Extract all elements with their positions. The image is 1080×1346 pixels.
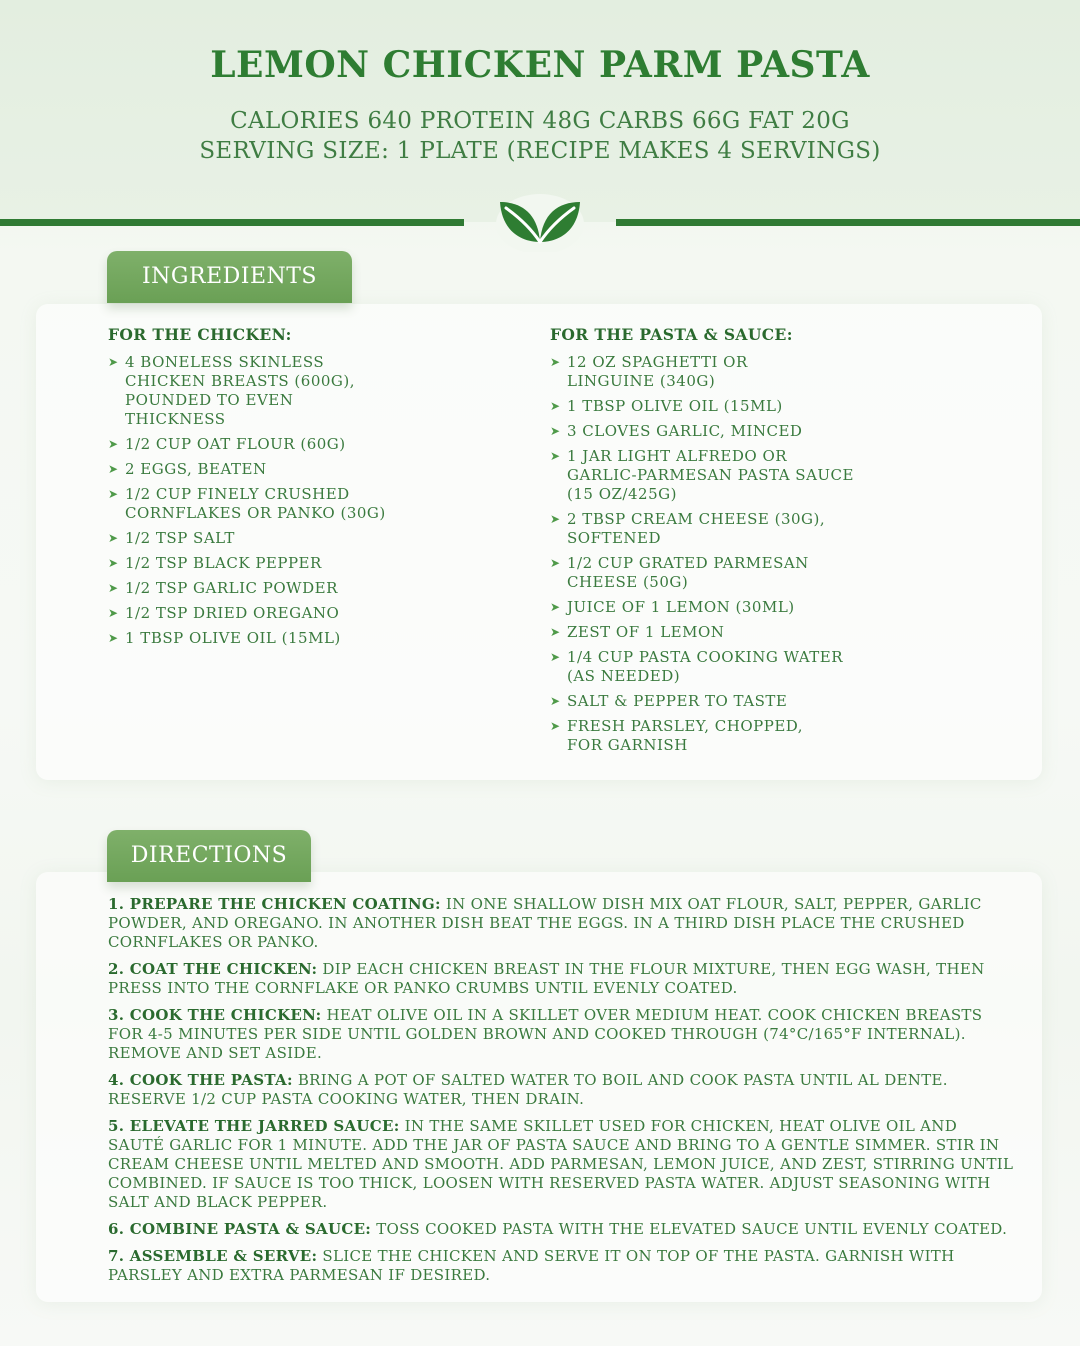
ingredient-text: 1/2 CUP OAT FLOUR (60G) bbox=[125, 435, 346, 453]
direction-step bbox=[108, 1071, 1018, 1109]
recipe-title: LEMON CHICKEN PARM PASTA bbox=[210, 44, 870, 86]
ingredient-text: 2 TBSP CREAM CHEESE (30G), SOFTENED bbox=[567, 510, 826, 547]
list-item bbox=[550, 447, 970, 504]
chicken-heading: FOR THE CHICKEN: bbox=[108, 325, 292, 344]
bullet-arrow-icon: ➤ bbox=[108, 487, 119, 501]
bullet-arrow-icon: ➤ bbox=[108, 531, 119, 545]
step-label: 1. PREPARE THE CHICKEN COATING: bbox=[108, 895, 441, 913]
ingredient-text: 4 BONELESS SKINLESS CHICKEN BREASTS (600G), POUNDED TO EVEN THICKNESS bbox=[125, 353, 356, 428]
bullet-arrow-icon: ➤ bbox=[550, 449, 561, 463]
bullet-arrow-icon: ➤ bbox=[550, 625, 561, 639]
bullet-arrow-icon: ➤ bbox=[550, 719, 561, 733]
list-item bbox=[108, 460, 508, 479]
list-item bbox=[108, 435, 508, 454]
list-item bbox=[550, 554, 970, 592]
ingredient-text: 1/4 CUP PASTA COOKING WATER (AS NEEDED) bbox=[567, 648, 844, 685]
bullet-arrow-icon: ➤ bbox=[108, 355, 119, 369]
step-text: DIP EACH CHICKEN BREAST IN THE FLOUR MIXTURE, THEN EGG WASH, THEN PRESS INTO THE CORNFLAKE OR PANKO CRUMBS UNTIL EVENLY COATED. bbox=[108, 960, 985, 997]
ingredient-text: 3 CLOVES GARLIC, MINCED bbox=[567, 422, 803, 440]
list-item bbox=[550, 397, 970, 416]
divider-right bbox=[616, 219, 1080, 226]
list-item bbox=[550, 717, 970, 755]
ingredient-text: FRESH PARSLEY, CHOPPED, FOR GARNISH bbox=[567, 717, 804, 754]
pasta-heading: FOR THE PASTA & SAUCE: bbox=[550, 325, 793, 344]
list-item bbox=[108, 529, 508, 548]
direction-step bbox=[108, 1247, 1018, 1285]
directions-list bbox=[108, 895, 1018, 1293]
step-text: BRING A POT OF SALTED WATER TO BOIL AND COOK PASTA UNTIL AL DENTE. RESERVE 1/2 CUP PASTA COOKING WATER, THEN DRAIN. bbox=[108, 1071, 948, 1108]
ingredient-text: 1/2 TSP DRIED OREGANO bbox=[125, 604, 340, 622]
step-label: 6. COMBINE PASTA & SAUCE: bbox=[108, 1220, 372, 1238]
ingredient-text: 1/2 TSP SALT bbox=[125, 529, 235, 547]
bullet-arrow-icon: ➤ bbox=[108, 437, 119, 451]
ingredient-text: 1/2 TSP BLACK PEPPER bbox=[125, 554, 322, 572]
direction-step bbox=[108, 1006, 1018, 1063]
list-item bbox=[550, 510, 970, 548]
step-text: IN ONE SHALLOW DISH MIX OAT FLOUR, SALT, PEPPER, GARLIC POWDER, AND OREGANO. IN ANOTHER DISH BEAT THE EGGS. IN A THIRD DISH PLACE THE CRUSHED CORNFLAKES OR PANKO. bbox=[108, 895, 982, 951]
list-item bbox=[108, 554, 508, 573]
direction-step bbox=[108, 960, 1018, 998]
ingredient-text: 1/2 CUP FINELY CRUSHED CORNFLAKES OR PANKO (30G) bbox=[125, 485, 386, 522]
divider-left bbox=[0, 219, 464, 226]
bullet-arrow-icon: ➤ bbox=[108, 606, 119, 620]
list-item bbox=[108, 629, 508, 648]
list-item bbox=[550, 422, 970, 441]
directions-tab: DIRECTIONS bbox=[107, 830, 311, 882]
direction-step bbox=[108, 1220, 1018, 1239]
ingredient-text: 1 TBSP OLIVE OIL (15ML) bbox=[567, 397, 783, 415]
list-item bbox=[108, 485, 508, 523]
ingredient-text: 1 TBSP OLIVE OIL (15ML) bbox=[125, 629, 341, 647]
chicken-ingredient-list bbox=[108, 353, 508, 648]
bullet-arrow-icon: ➤ bbox=[550, 650, 561, 664]
list-item bbox=[550, 692, 970, 711]
list-item bbox=[550, 623, 970, 642]
bullet-arrow-icon: ➤ bbox=[550, 399, 561, 413]
list-item bbox=[108, 604, 508, 623]
ingredient-text: ZEST OF 1 LEMON bbox=[567, 623, 725, 641]
bullet-arrow-icon: ➤ bbox=[108, 462, 119, 476]
step-label: 5. ELEVATE THE JARRED SAUCE: bbox=[108, 1117, 400, 1135]
ingredient-text: JUICE OF 1 LEMON (30ML) bbox=[567, 598, 795, 616]
bullet-arrow-icon: ➤ bbox=[108, 581, 119, 595]
list-item bbox=[550, 648, 970, 686]
list-item bbox=[550, 353, 970, 391]
ingredient-text: 2 EGGS, BEATEN bbox=[125, 460, 267, 478]
ingredient-text: 12 OZ SPAGHETTI OR LINGUINE (340G) bbox=[567, 353, 748, 390]
bullet-arrow-icon: ➤ bbox=[550, 556, 561, 570]
ingredient-text: SALT & PEPPER TO TASTE bbox=[567, 692, 788, 710]
bullet-arrow-icon: ➤ bbox=[550, 600, 561, 614]
direction-step bbox=[108, 895, 1018, 952]
leaf-icon bbox=[492, 192, 588, 252]
list-item bbox=[108, 353, 508, 429]
step-label: 3. COOK THE CHICKEN: bbox=[108, 1006, 322, 1024]
bullet-arrow-icon: ➤ bbox=[550, 694, 561, 708]
chicken-ingredients bbox=[108, 325, 508, 654]
list-item bbox=[550, 598, 970, 617]
step-label: 7. ASSEMBLE & SERVE: bbox=[108, 1247, 318, 1265]
list-item bbox=[108, 579, 508, 598]
ingredients-tab: INGREDIENTS bbox=[107, 251, 352, 303]
ingredient-text: 1 JAR LIGHT ALFREDO OR GARLIC-PARMESAN PASTA SAUCE (15 OZ/425G) bbox=[567, 447, 854, 503]
serving-size-line: SERVING SIZE: 1 PLATE (RECIPE MAKES 4 SERVINGS) bbox=[199, 138, 881, 164]
pasta-ingredients bbox=[550, 325, 970, 761]
macros-line: CALORIES 640 PROTEIN 48G CARBS 66G FAT 20G bbox=[230, 108, 850, 134]
step-label: 2. COAT THE CHICKEN: bbox=[108, 960, 318, 978]
ingredient-text: 1/2 CUP GRATED PARMESAN CHEESE (50G) bbox=[567, 554, 809, 591]
step-text: HEAT OLIVE OIL IN A SKILLET OVER MEDIUM HEAT. COOK CHICKEN BREASTS FOR 4-5 MINUTES PER SIDE UNTIL GOLDEN BROWN AND COOKED THROUGH (74°C/165°F INTERNAL). REMOVE AND SET ASIDE. bbox=[108, 1006, 983, 1062]
nutrition-info bbox=[0, 106, 1080, 166]
bullet-arrow-icon: ➤ bbox=[550, 355, 561, 369]
pasta-ingredient-list bbox=[550, 353, 970, 755]
step-text: IN THE SAME SKILLET USED FOR CHICKEN, HEAT OLIVE OIL AND SAUTÉ GARLIC FOR 1 MINUTE. ADD THE JAR OF PASTA SAUCE AND BRING TO A GENTLE SIMMER. STIR IN CREAM CHEESE UNTIL MELTED AND SMOOTH. ADD PARMESAN, LEMON JUICE, AND ZEST, STIRRING UNTIL COMBINED. IF SAUCE IS TOO THICK, LOOSEN WITH RESERVED PASTA WATER. ADJUST SEASONING WITH SALT AND BLACK PEPPER. bbox=[108, 1117, 1014, 1211]
direction-step bbox=[108, 1117, 1018, 1212]
bullet-arrow-icon: ➤ bbox=[108, 631, 119, 645]
step-label: 4. COOK THE PASTA: bbox=[108, 1071, 293, 1089]
bullet-arrow-icon: ➤ bbox=[108, 556, 119, 570]
step-text: SLICE THE CHICKEN AND SERVE IT ON TOP OF THE PASTA. GARNISH WITH PARSLEY AND EXTRA PARMESAN IF DESIRED. bbox=[108, 1247, 955, 1284]
bullet-arrow-icon: ➤ bbox=[550, 512, 561, 526]
step-text: TOSS COOKED PASTA WITH THE ELEVATED SAUCE UNTIL EVENLY COATED. bbox=[371, 1220, 1008, 1238]
ingredient-text: 1/2 TSP GARLIC POWDER bbox=[125, 579, 338, 597]
bullet-arrow-icon: ➤ bbox=[550, 424, 561, 438]
